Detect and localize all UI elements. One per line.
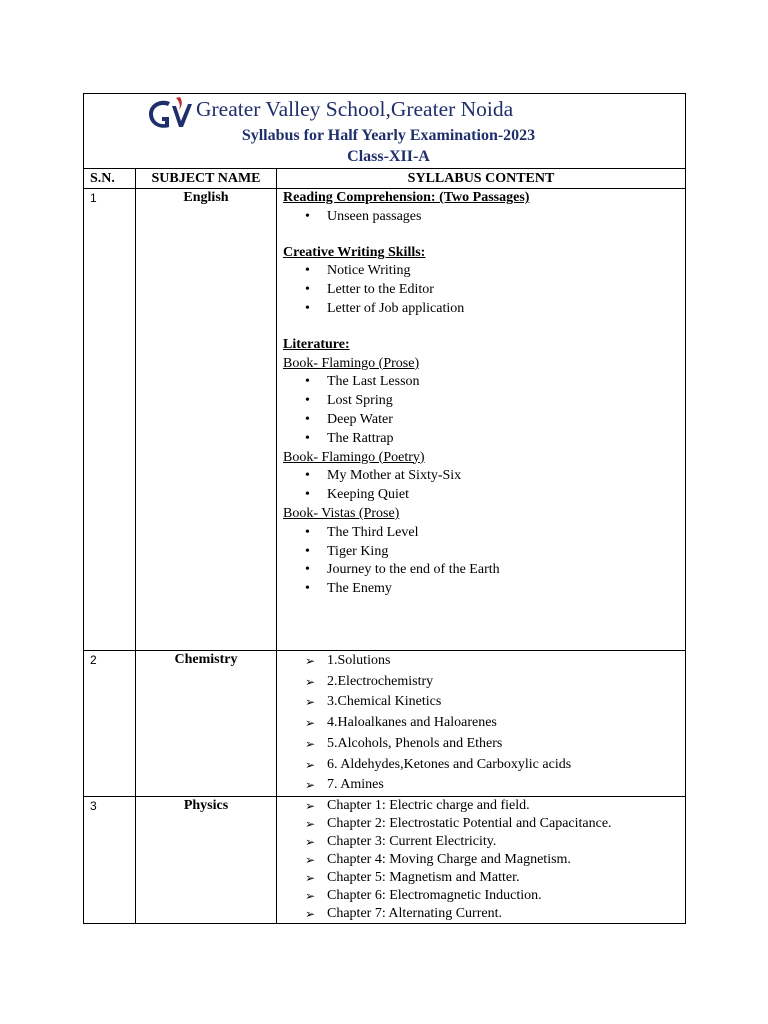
row-subject: Chemistry: [136, 651, 277, 797]
list-item: • Keeping Quiet: [305, 486, 685, 505]
list-item: • Notice Writing: [305, 262, 685, 281]
list-item: ➢ Chapter 4: Moving Charge and Magnetism.: [305, 851, 685, 869]
section-title: Literature:: [283, 336, 350, 352]
list-item: ➢ 2.Electrochemistry: [305, 672, 685, 693]
row-sn: 1: [84, 189, 136, 651]
list-item: • Letter of Job application: [305, 300, 685, 319]
book-title: Book- Flamingo (Poetry): [283, 449, 425, 465]
list-item: ➢ Chapter 1: Electric charge and field.: [305, 797, 685, 815]
list-item: ➢ Chapter 2: Electrostatic Potential and Capacitance.: [305, 815, 685, 833]
list-item: ➢ Chapter 7: Alternating Current.: [305, 905, 685, 923]
list-item: • Letter to the Editor: [305, 281, 685, 300]
list-item: ➢ 7. Amines: [305, 775, 685, 796]
list-item: ➢ 4.Haloalkanes and Haloarenes: [305, 713, 685, 734]
table-row-english: [84, 189, 686, 651]
list-item: • My Mother at Sixty-Six: [305, 467, 685, 486]
list-item: • Journey to the end of the Earth: [305, 561, 685, 580]
list-item: ➢ Chapter 3: Current Electricity.: [305, 833, 685, 851]
table-row-physics: [84, 796, 686, 923]
list-item: • Deep Water: [305, 411, 685, 430]
header-cell: [84, 94, 686, 169]
row-sn: 3: [84, 796, 136, 923]
list-item: • The Last Lesson: [305, 373, 685, 392]
row-content: [277, 189, 686, 651]
list-item: • Tiger King: [305, 543, 685, 562]
section-title: Reading Comprehension: (Two Passages): [283, 190, 530, 205]
list-item: • Lost Spring: [305, 392, 685, 411]
list-item: ➢ 5.Alcohols, Phenols and Ethers: [305, 734, 685, 755]
syllabus-table: [83, 93, 686, 924]
row-subject: Physics: [136, 796, 277, 923]
book-title: Book- Flamingo (Prose): [283, 355, 420, 371]
column-header-row: [84, 169, 686, 189]
row-subject: English: [136, 189, 277, 651]
list-item: ➢ 1.Solutions: [305, 651, 685, 672]
table-row-chemistry: [84, 651, 686, 797]
list-item: ➢ Chapter 6: Electromagnetic Induction.: [305, 887, 685, 905]
row-sn: 2: [84, 651, 136, 797]
list-item: ➢ 6. Aldehydes,Ketones and Carboxylic acids: [305, 755, 685, 776]
list-item: ➢ 3.Chemical Kinetics: [305, 692, 685, 713]
row-content: [277, 651, 686, 797]
col-subject-header: SUBJECT NAME: [136, 169, 277, 189]
list-item: ➢ Chapter 5: Magnetism and Matter.: [305, 869, 685, 887]
row-content: [277, 796, 686, 923]
list-item: • Unseen passages: [305, 208, 685, 227]
section-title: Creative Writing Skills:: [283, 244, 426, 260]
list-item: • The Enemy: [305, 580, 685, 599]
col-sn-header: S.N.: [84, 169, 136, 189]
list-item: • The Rattrap: [305, 430, 685, 449]
col-content-header: SYLLABUS CONTENT: [277, 169, 686, 189]
book-title: Book- Vistas (Prose): [283, 505, 400, 521]
class-line: Class-XII-A: [347, 148, 430, 165]
exam-subtitle: Syllabus for Half Yearly Examination-2023: [241, 127, 536, 144]
list-item: • The Third Level: [305, 524, 685, 543]
school-name: Greater Valley School,Greater Noida: [196, 97, 514, 121]
